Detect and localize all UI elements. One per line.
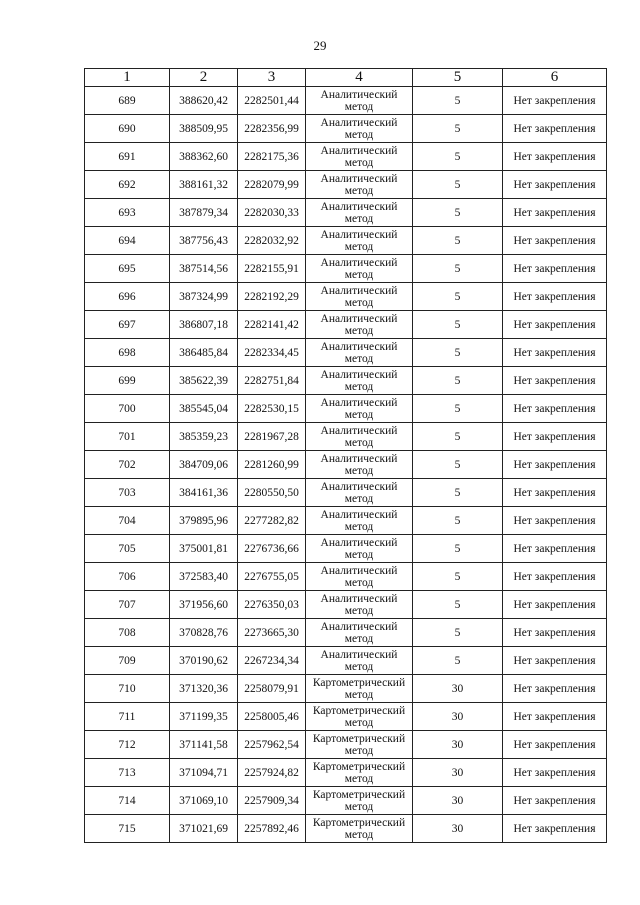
x-coordinate-cell: 388509,95 — [170, 115, 238, 143]
y-coordinate-cell: 2282032,92 — [238, 227, 306, 255]
table-row — [85, 591, 607, 619]
fixing-cell: Нет закрепления — [503, 591, 607, 619]
table-row — [85, 619, 607, 647]
method-cell: Аналитический метод — [306, 479, 413, 507]
fixing-cell: Нет закрепления — [503, 87, 607, 115]
y-coordinate-cell: 2257962,54 — [238, 731, 306, 759]
accuracy-cell: 30 — [413, 675, 503, 703]
method-cell: Аналитический метод — [306, 311, 413, 339]
point-number-cell: 696 — [85, 283, 170, 311]
method-cell: Аналитический метод — [306, 283, 413, 311]
accuracy-cell: 5 — [413, 143, 503, 171]
y-coordinate-cell: 2282175,36 — [238, 143, 306, 171]
x-coordinate-cell: 385622,39 — [170, 367, 238, 395]
fixing-cell: Нет закрепления — [503, 283, 607, 311]
fixing-cell: Нет закрепления — [503, 143, 607, 171]
x-coordinate-cell: 375001,81 — [170, 535, 238, 563]
accuracy-cell: 5 — [413, 535, 503, 563]
column-header-5: 5 — [413, 69, 503, 87]
method-cell: Аналитический метод — [306, 535, 413, 563]
y-coordinate-cell: 2280550,50 — [238, 479, 306, 507]
point-number-cell: 706 — [85, 563, 170, 591]
table-row — [85, 647, 607, 675]
x-coordinate-cell: 385359,23 — [170, 423, 238, 451]
y-coordinate-cell: 2257892,46 — [238, 815, 306, 843]
method-cell: Аналитический метод — [306, 367, 413, 395]
x-coordinate-cell: 387879,34 — [170, 199, 238, 227]
method-cell: Аналитический метод — [306, 227, 413, 255]
fixing-cell: Нет закрепления — [503, 759, 607, 787]
table-row — [85, 563, 607, 591]
method-cell: Аналитический метод — [306, 591, 413, 619]
table-row — [85, 675, 607, 703]
x-coordinate-cell: 371956,60 — [170, 591, 238, 619]
fixing-cell: Нет закрепления — [503, 647, 607, 675]
accuracy-cell: 5 — [413, 339, 503, 367]
accuracy-cell: 30 — [413, 787, 503, 815]
y-coordinate-cell: 2276755,05 — [238, 563, 306, 591]
method-cell: Аналитический метод — [306, 143, 413, 171]
accuracy-cell: 5 — [413, 311, 503, 339]
x-coordinate-cell: 371141,58 — [170, 731, 238, 759]
fixing-cell: Нет закрепления — [503, 227, 607, 255]
x-coordinate-cell: 370828,76 — [170, 619, 238, 647]
fixing-cell: Нет закрепления — [503, 395, 607, 423]
x-coordinate-cell: 384161,36 — [170, 479, 238, 507]
accuracy-cell: 30 — [413, 731, 503, 759]
y-coordinate-cell: 2257909,34 — [238, 787, 306, 815]
fixing-cell: Нет закрепления — [503, 423, 607, 451]
x-coordinate-cell: 379895,96 — [170, 507, 238, 535]
table-row — [85, 535, 607, 563]
table-row — [85, 815, 607, 843]
x-coordinate-cell: 387514,56 — [170, 255, 238, 283]
point-number-cell: 698 — [85, 339, 170, 367]
method-cell: Картометрический метод — [306, 787, 413, 815]
fixing-cell: Нет закрепления — [503, 731, 607, 759]
method-cell: Аналитический метод — [306, 451, 413, 479]
table-body — [85, 87, 607, 843]
table-row — [85, 731, 607, 759]
accuracy-cell: 5 — [413, 647, 503, 675]
point-number-cell: 710 — [85, 675, 170, 703]
point-number-cell: 697 — [85, 311, 170, 339]
table-row — [85, 787, 607, 815]
point-number-cell: 703 — [85, 479, 170, 507]
point-number-cell: 689 — [85, 87, 170, 115]
y-coordinate-cell: 2282192,29 — [238, 283, 306, 311]
table-row — [85, 143, 607, 171]
y-coordinate-cell: 2282356,99 — [238, 115, 306, 143]
x-coordinate-cell: 371021,69 — [170, 815, 238, 843]
accuracy-cell: 5 — [413, 619, 503, 647]
y-coordinate-cell: 2257924,82 — [238, 759, 306, 787]
accuracy-cell: 5 — [413, 451, 503, 479]
fixing-cell: Нет закрепления — [503, 255, 607, 283]
page-number: 29 — [313, 38, 327, 53]
method-cell: Картометрический метод — [306, 815, 413, 843]
method-cell: Аналитический метод — [306, 115, 413, 143]
accuracy-cell: 5 — [413, 563, 503, 591]
x-coordinate-cell: 372583,40 — [170, 563, 238, 591]
point-number-cell: 704 — [85, 507, 170, 535]
y-coordinate-cell: 2282155,91 — [238, 255, 306, 283]
point-number-cell: 711 — [85, 703, 170, 731]
x-coordinate-cell: 387756,43 — [170, 227, 238, 255]
fixing-cell: Нет закрепления — [503, 311, 607, 339]
x-coordinate-cell: 371199,35 — [170, 703, 238, 731]
point-number-cell: 707 — [85, 591, 170, 619]
y-coordinate-cell: 2281260,99 — [238, 451, 306, 479]
accuracy-cell: 5 — [413, 507, 503, 535]
method-cell: Аналитический метод — [306, 199, 413, 227]
table-row — [85, 311, 607, 339]
point-number-cell: 691 — [85, 143, 170, 171]
accuracy-cell: 5 — [413, 479, 503, 507]
point-number-cell: 692 — [85, 171, 170, 199]
point-number-cell: 694 — [85, 227, 170, 255]
x-coordinate-cell: 371320,36 — [170, 675, 238, 703]
method-cell: Аналитический метод — [306, 563, 413, 591]
method-cell: Картометрический метод — [306, 703, 413, 731]
y-coordinate-cell: 2276736,66 — [238, 535, 306, 563]
x-coordinate-cell: 388362,60 — [170, 143, 238, 171]
y-coordinate-cell: 2273665,30 — [238, 619, 306, 647]
y-coordinate-cell: 2282141,42 — [238, 311, 306, 339]
table-header-row — [85, 69, 607, 87]
y-coordinate-cell: 2282530,15 — [238, 395, 306, 423]
table-row — [85, 171, 607, 199]
point-number-cell: 690 — [85, 115, 170, 143]
fixing-cell: Нет закрепления — [503, 703, 607, 731]
y-coordinate-cell: 2281967,28 — [238, 423, 306, 451]
y-coordinate-cell: 2282079,99 — [238, 171, 306, 199]
method-cell: Картометрический метод — [306, 759, 413, 787]
method-cell: Аналитический метод — [306, 619, 413, 647]
accuracy-cell: 30 — [413, 703, 503, 731]
point-number-cell: 708 — [85, 619, 170, 647]
fixing-cell: Нет закрепления — [503, 535, 607, 563]
fixing-cell: Нет закрепления — [503, 115, 607, 143]
table-row — [85, 507, 607, 535]
table-row — [85, 87, 607, 115]
accuracy-cell: 5 — [413, 591, 503, 619]
table-row — [85, 115, 607, 143]
method-cell: Картометрический метод — [306, 675, 413, 703]
method-cell: Аналитический метод — [306, 87, 413, 115]
table-row — [85, 339, 607, 367]
y-coordinate-cell: 2282501,44 — [238, 87, 306, 115]
x-coordinate-cell: 386807,18 — [170, 311, 238, 339]
table-row — [85, 451, 607, 479]
accuracy-cell: 5 — [413, 283, 503, 311]
x-coordinate-cell: 385545,04 — [170, 395, 238, 423]
point-number-cell: 699 — [85, 367, 170, 395]
y-coordinate-cell: 2282334,45 — [238, 339, 306, 367]
accuracy-cell: 5 — [413, 227, 503, 255]
fixing-cell: Нет закрепления — [503, 479, 607, 507]
table-row — [85, 255, 607, 283]
point-number-cell: 713 — [85, 759, 170, 787]
point-number-cell: 695 — [85, 255, 170, 283]
point-number-cell: 701 — [85, 423, 170, 451]
method-cell: Аналитический метод — [306, 339, 413, 367]
table-row — [85, 283, 607, 311]
table-row — [85, 199, 607, 227]
accuracy-cell: 5 — [413, 87, 503, 115]
accuracy-cell: 5 — [413, 255, 503, 283]
y-coordinate-cell: 2282030,33 — [238, 199, 306, 227]
column-header-1: 1 — [85, 69, 170, 87]
x-coordinate-cell: 386485,84 — [170, 339, 238, 367]
point-number-cell: 714 — [85, 787, 170, 815]
fixing-cell: Нет закрепления — [503, 171, 607, 199]
column-header-2: 2 — [170, 69, 238, 87]
x-coordinate-cell: 384709,06 — [170, 451, 238, 479]
fixing-cell: Нет закрепления — [503, 451, 607, 479]
x-coordinate-cell: 388161,32 — [170, 171, 238, 199]
table-row — [85, 227, 607, 255]
column-header-6: 6 — [503, 69, 607, 87]
point-number-cell: 693 — [85, 199, 170, 227]
method-cell: Аналитический метод — [306, 507, 413, 535]
table-row — [85, 759, 607, 787]
method-cell: Аналитический метод — [306, 423, 413, 451]
point-number-cell: 702 — [85, 451, 170, 479]
accuracy-cell: 5 — [413, 395, 503, 423]
y-coordinate-cell: 2282751,84 — [238, 367, 306, 395]
table-row — [85, 395, 607, 423]
method-cell: Аналитический метод — [306, 255, 413, 283]
table-row — [85, 703, 607, 731]
fixing-cell: Нет закрепления — [503, 563, 607, 591]
fixing-cell: Нет закрепления — [503, 199, 607, 227]
accuracy-cell: 30 — [413, 815, 503, 843]
x-coordinate-cell: 371094,71 — [170, 759, 238, 787]
accuracy-cell: 30 — [413, 759, 503, 787]
fixing-cell: Нет закрепления — [503, 619, 607, 647]
point-number-cell: 705 — [85, 535, 170, 563]
x-coordinate-cell: 370190,62 — [170, 647, 238, 675]
fixing-cell: Нет закрепления — [503, 815, 607, 843]
accuracy-cell: 5 — [413, 367, 503, 395]
table-row — [85, 367, 607, 395]
method-cell: Картометрический метод — [306, 731, 413, 759]
x-coordinate-cell: 371069,10 — [170, 787, 238, 815]
y-coordinate-cell: 2276350,03 — [238, 591, 306, 619]
accuracy-cell: 5 — [413, 115, 503, 143]
y-coordinate-cell: 2258005,46 — [238, 703, 306, 731]
fixing-cell: Нет закрепления — [503, 675, 607, 703]
point-number-cell: 712 — [85, 731, 170, 759]
point-number-cell: 709 — [85, 647, 170, 675]
point-number-cell: 700 — [85, 395, 170, 423]
y-coordinate-cell: 2277282,82 — [238, 507, 306, 535]
accuracy-cell: 5 — [413, 423, 503, 451]
method-cell: Аналитический метод — [306, 171, 413, 199]
fixing-cell: Нет закрепления — [503, 339, 607, 367]
x-coordinate-cell: 387324,99 — [170, 283, 238, 311]
fixing-cell: Нет закрепления — [503, 787, 607, 815]
coordinates-table — [84, 68, 607, 843]
y-coordinate-cell: 2267234,34 — [238, 647, 306, 675]
method-cell: Аналитический метод — [306, 395, 413, 423]
column-header-3: 3 — [238, 69, 306, 87]
table-row — [85, 423, 607, 451]
method-cell: Аналитический метод — [306, 647, 413, 675]
y-coordinate-cell: 2258079,91 — [238, 675, 306, 703]
fixing-cell: Нет закрепления — [503, 367, 607, 395]
fixing-cell: Нет закрепления — [503, 507, 607, 535]
column-header-4: 4 — [306, 69, 413, 87]
accuracy-cell: 5 — [413, 199, 503, 227]
table-row — [85, 479, 607, 507]
x-coordinate-cell: 388620,42 — [170, 87, 238, 115]
point-number-cell: 715 — [85, 815, 170, 843]
accuracy-cell: 5 — [413, 171, 503, 199]
